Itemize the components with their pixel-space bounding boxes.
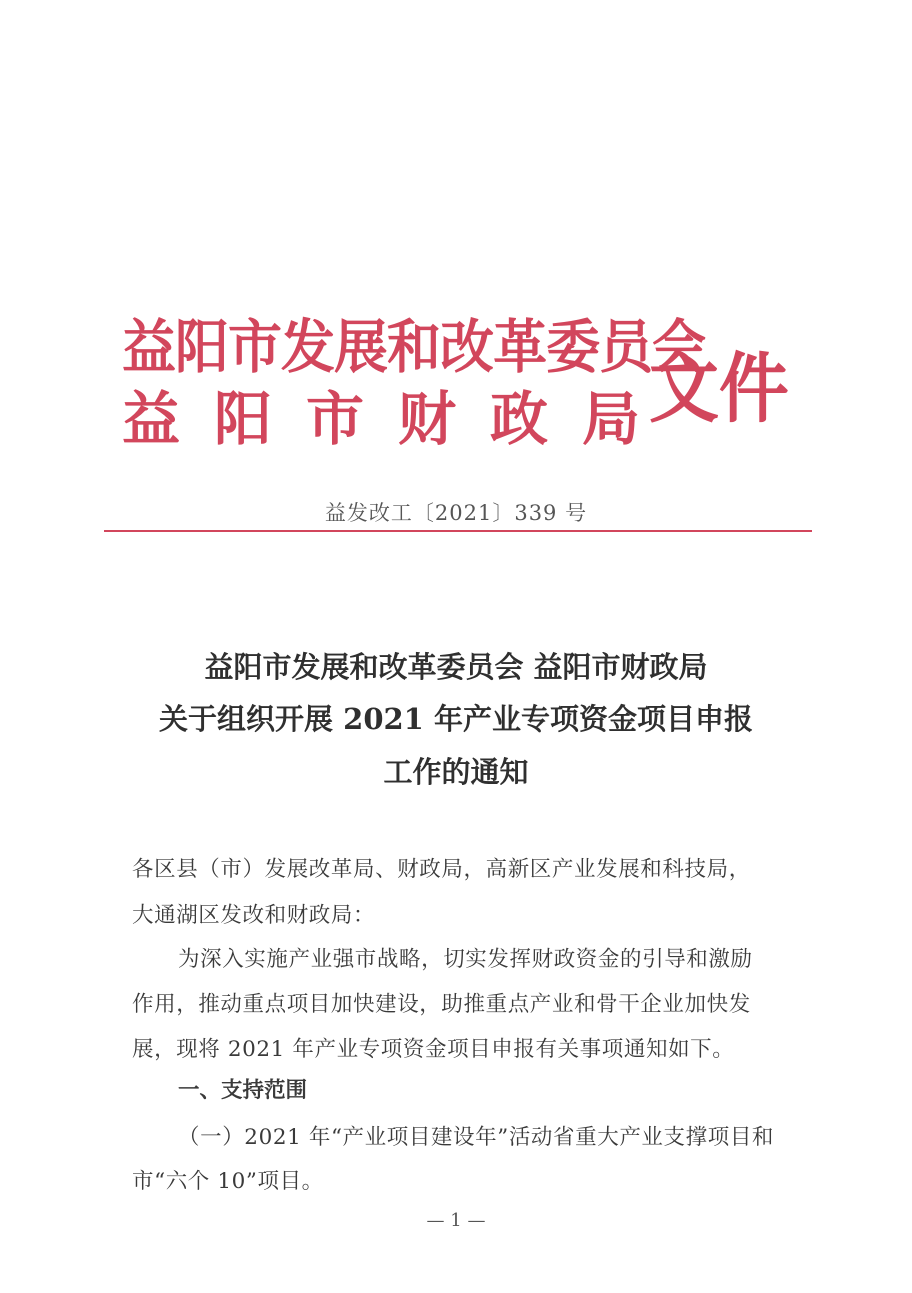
item-1-line-1: （一）2021 年“产业项目建设年”活动省重大产业支撑项目和	[178, 1125, 775, 1150]
document-title-line-2: 关于组织开展 2021 年产业专项资金项目申报	[159, 702, 753, 736]
document-type-label: 文件	[649, 344, 789, 433]
document-number: 益发改工〔2021〕339 号	[324, 501, 588, 525]
intro-paragraph-line-1: 为深入实施产业强市战略，切实发挥财政资金的引导和激励	[178, 947, 753, 972]
document-header	[122, 300, 789, 453]
intro-paragraph-line-3: 展，现将 2021 年产业专项资金项目申报有关事项通知如下。	[132, 1037, 735, 1062]
section-heading-1: 一、支持范围	[178, 1078, 308, 1103]
page-number: — 1 —	[426, 1210, 486, 1231]
intro-paragraph-line-2: 作用，推动重点项目加快建设，助推重点产业和骨干企业加快发	[132, 992, 751, 1017]
addressee-line-1: 各区县（市）发展改革局、财政局，高新区产业发展和科技局，	[132, 857, 751, 882]
addressee-line-2: 大通湖区发改和财政局：	[132, 903, 376, 928]
item-1-line-2: 市“六个 10”项目。	[132, 1169, 324, 1194]
issuer-name-1: 益阳市发展和改革委员会	[122, 313, 706, 381]
document-title-line-3: 工作的通知	[383, 755, 529, 789]
red-divider	[104, 530, 812, 532]
document-title-line-1: 益阳市发展和改革委员会 益阳市财政局	[204, 650, 708, 684]
issuer-name-2: 益阳市财政局	[122, 385, 675, 453]
